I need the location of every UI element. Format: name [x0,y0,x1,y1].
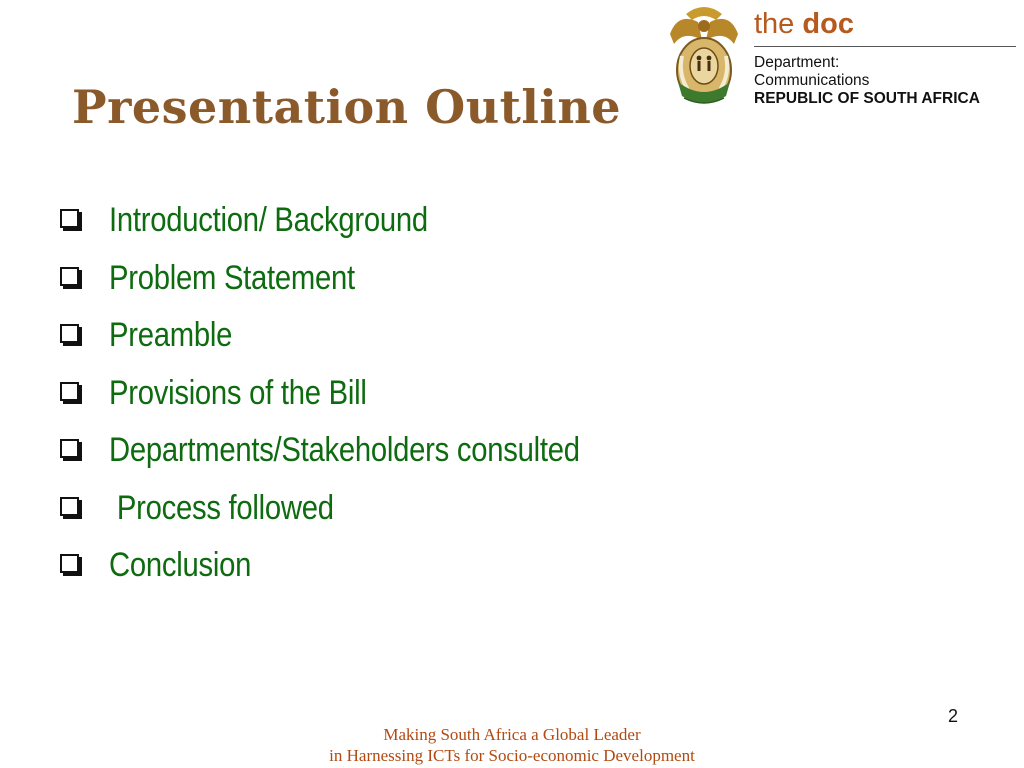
checkbox-square-icon [60,324,79,343]
department-name [754,54,980,108]
checkbox-square-icon [60,554,79,573]
footer-line-2: in Harnessing ICTs for Socio-economic Development [329,746,695,765]
slide-title: Presentation Outline [72,80,622,134]
brand-the: the [754,8,795,40]
list-item [60,537,656,595]
dept-line-1: Department: [754,54,840,71]
footer-tagline [0,724,1024,766]
dept-line-2: Communications [754,72,870,89]
list-item-label: Preamble [109,316,233,355]
page-number: 2 [948,706,959,726]
checkbox-square-icon [60,382,79,401]
list-item [60,422,656,480]
list-item [60,480,656,538]
checkbox-square-icon [60,497,79,516]
footer-line-1: Making South Africa a Global Leader [383,725,641,744]
list-item-label: Departments/Stakeholders consulted [109,431,580,470]
list-item-label: Provisions of the Bill [109,373,367,412]
list-item [60,192,656,250]
checkbox-square-icon [60,209,79,228]
list-item [60,365,656,423]
list-item-label: Problem Statement [109,258,355,297]
list-item [60,250,656,308]
checkbox-square-icon [60,439,79,458]
list-item-label: Process followed [109,488,334,527]
department-logo [664,4,1020,116]
list-item [60,307,656,365]
list-item-label: Conclusion [109,546,252,585]
checkbox-square-icon [60,267,79,286]
brand-wordmark [754,8,854,41]
dept-line-3: REPUBLIC OF SOUTH AFRICA [754,90,980,107]
coat-of-arms-icon [664,4,744,112]
list-item-label: Introduction/ Background [109,201,428,240]
brand-divider [754,46,1016,47]
outline-list [60,192,656,595]
brand-doc: doc [802,8,854,40]
